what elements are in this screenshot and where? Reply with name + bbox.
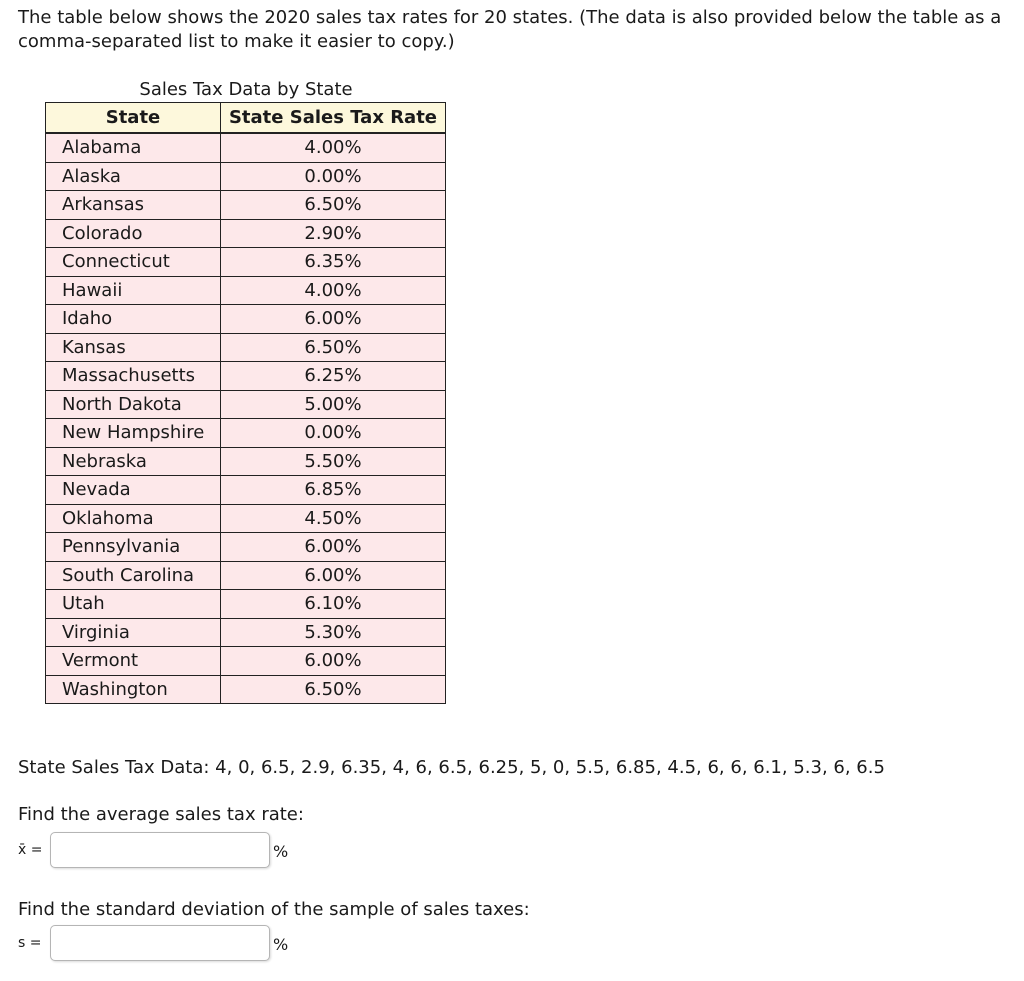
tax-rate-cell: 6.00%: [221, 533, 446, 562]
state-name-cell: Utah: [46, 590, 221, 619]
table-header-row: [46, 103, 446, 134]
stddev-symbol-label: s =: [18, 935, 42, 951]
tax-rate-cell: 6.85%: [221, 476, 446, 505]
state-name-cell: Kansas: [46, 333, 221, 362]
stddev-answer-input[interactable]: [50, 925, 270, 961]
table-row: [46, 162, 446, 191]
table-row: [46, 362, 446, 391]
column-header-rate: State Sales Tax Rate: [221, 103, 446, 134]
state-name-cell: Vermont: [46, 647, 221, 676]
table-row: [46, 133, 446, 162]
state-name-cell: Hawaii: [46, 276, 221, 305]
tax-rate-cell: 6.00%: [221, 305, 446, 334]
table-row: [46, 647, 446, 676]
tax-rate-cell: 6.25%: [221, 362, 446, 391]
state-name-cell: Virginia: [46, 618, 221, 647]
table-row: [46, 590, 446, 619]
state-name-cell: Alaska: [46, 162, 221, 191]
column-header-state: State: [46, 103, 221, 134]
tax-rate-cell: 6.35%: [221, 248, 446, 277]
table-row: [46, 561, 446, 590]
table-body: [46, 133, 446, 704]
intro-text: The table below shows the 2020 sales tax rates for 20 states. (The data is also provided below the table as a comma-separated list to make it easier to copy.): [18, 7, 1002, 52]
table-caption: Sales Tax Data by State: [139, 79, 353, 100]
state-name-cell: Washington: [46, 675, 221, 704]
state-name-cell: South Carolina: [46, 561, 221, 590]
tax-rate-cell: 6.50%: [221, 333, 446, 362]
state-name-cell: Nebraska: [46, 447, 221, 476]
tax-rate-cell: 5.30%: [221, 618, 446, 647]
tax-rate-cell: 4.00%: [221, 133, 446, 162]
table-row: [46, 618, 446, 647]
table-row: [46, 419, 446, 448]
table-row: [46, 675, 446, 704]
tax-rate-cell: 6.00%: [221, 647, 446, 676]
tax-rate-cell: 6.10%: [221, 590, 446, 619]
percent-unit-label: %: [273, 934, 289, 954]
table-row: [46, 504, 446, 533]
table-row: [46, 333, 446, 362]
tax-rate-cell: 6.00%: [221, 561, 446, 590]
state-name-cell: North Dakota: [46, 390, 221, 419]
state-name-cell: Connecticut: [46, 248, 221, 277]
table-row: [46, 276, 446, 305]
average-answer-input[interactable]: [50, 832, 270, 868]
state-name-cell: Alabama: [46, 133, 221, 162]
table-row: [46, 191, 446, 220]
question-stddev-prompt: Find the standard deviation of the sample of sales taxes:: [18, 899, 530, 920]
tax-rate-cell: 4.00%: [221, 276, 446, 305]
state-name-cell: Massachusetts: [46, 362, 221, 391]
comma-separated-data: State Sales Tax Data: 4, 0, 6.5, 2.9, 6.35, 4, 6, 6.5, 6.25, 5, 0, 5.5, 6.85, 4.5, 6, 6, 6.1, 5.3, 6, 6.5: [18, 757, 885, 778]
tax-rate-cell: 0.00%: [221, 162, 446, 191]
percent-unit-label: %: [273, 841, 289, 861]
tax-rate-cell: 0.00%: [221, 419, 446, 448]
sales-tax-table: [45, 102, 446, 704]
table-row: [46, 305, 446, 334]
state-name-cell: Pennsylvania: [46, 533, 221, 562]
state-name-cell: Nevada: [46, 476, 221, 505]
table-row: [46, 476, 446, 505]
state-name-cell: Idaho: [46, 305, 221, 334]
tax-rate-cell: 6.50%: [221, 675, 446, 704]
answer-row-stddev: [18, 922, 288, 964]
table-row: [46, 248, 446, 277]
table-row: [46, 533, 446, 562]
tax-rate-cell: 6.50%: [221, 191, 446, 220]
mean-symbol-label: x̄ =: [18, 842, 43, 858]
state-name-cell: Oklahoma: [46, 504, 221, 533]
tax-rate-cell: 4.50%: [221, 504, 446, 533]
table-row: [46, 447, 446, 476]
table-row: [46, 219, 446, 248]
state-name-cell: New Hampshire: [46, 419, 221, 448]
answer-row-average: [18, 829, 288, 871]
question-average-prompt: Find the average sales tax rate:: [18, 804, 304, 825]
tax-rate-cell: 5.50%: [221, 447, 446, 476]
table-row: [46, 390, 446, 419]
tax-rate-cell: 2.90%: [221, 219, 446, 248]
state-name-cell: Colorado: [46, 219, 221, 248]
tax-rate-cell: 5.00%: [221, 390, 446, 419]
state-name-cell: Arkansas: [46, 191, 221, 220]
